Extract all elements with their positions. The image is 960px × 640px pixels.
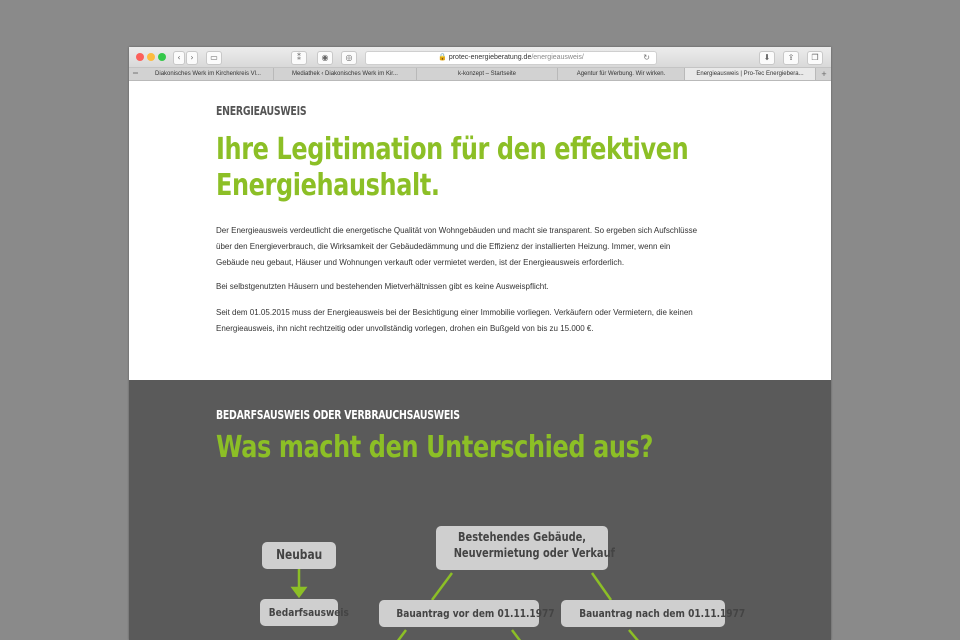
arrowhead-neubau	[293, 588, 305, 596]
tab-mediathek[interactable]: Mediathek ‹ Diakonisches Werk im Kir...	[274, 68, 417, 80]
back-icon[interactable]: ‹	[173, 51, 185, 65]
intro-section	[129, 81, 831, 380]
intro-headline-line1: Ihre Legitimation für den effektiven	[216, 132, 689, 167]
browser-window	[129, 47, 831, 640]
node-bedarfsausweis-label: Bedarfsausweis	[268, 606, 349, 619]
intro-headline-line2: Energiehaushalt.	[216, 168, 440, 203]
lock-icon: 🔒	[438, 54, 447, 61]
difference-headline: Was macht den Unterschied aus?	[216, 430, 653, 465]
share-sheet-icon[interactable]: ⇪	[783, 51, 799, 65]
forward-icon[interactable]: ›	[186, 51, 198, 65]
intro-p1-line3: Gebäude neu gebaut, Häuser und Wohnungen verkauft oder vermietet werden, ist der Energieausweis erforderlich.	[216, 258, 625, 267]
arrow-bestehend-to-vor	[432, 573, 452, 600]
intro-paragraph-3	[216, 305, 746, 337]
node-bestehend-line2: Neuvermietung oder Verkauf	[453, 546, 615, 560]
arrow-bestehend-to-nach	[592, 573, 611, 600]
page-content	[129, 81, 831, 640]
download-icon[interactable]: ⬇	[759, 51, 775, 65]
node-bauantrag-nach	[561, 600, 746, 627]
reader-icon[interactable]: ◎	[341, 51, 357, 65]
zoom-window-button[interactable]	[158, 53, 166, 61]
tab-agentur[interactable]: Agentur für Werbung. Wir wirken.	[558, 68, 685, 80]
close-window-button[interactable]	[136, 53, 144, 61]
node-bedarfsausweis	[260, 599, 349, 626]
tabs-overview-icon[interactable]: ❐	[807, 51, 823, 65]
node-nach-label: Bauantrag nach dem 01.11.1977	[579, 607, 746, 620]
extensions-icon[interactable]: ◉	[317, 51, 333, 65]
intro-p3-line1: Seit dem 01.05.2015 muss der Energieausweis bei der Besichtigung einer Immobilie vorliegen. Verkäufern oder Vermietern, die keinen	[216, 308, 693, 317]
intro-p1-line1: Der Energieausweis verdeutlicht die energetische Qualität von Wohngebäuden und macht sie transparent. So ergeben sich Aufschlüsse	[216, 226, 698, 235]
address-bar[interactable]	[365, 51, 657, 65]
title-bar	[129, 47, 831, 68]
arrow-vor-left	[397, 630, 406, 640]
intro-p3-line2: Energieausweis, ihn nicht rechtzeitig oder unvollständig vorlegen, drohen ein Bußgeld von bis zu 15.000 €.	[216, 324, 594, 333]
share-icon[interactable]: ⁑	[291, 51, 307, 65]
node-neubau	[262, 542, 336, 569]
node-bestehendes-gebaeude	[436, 526, 615, 570]
difference-eyebrow: BEDARFSAUSWEIS ODER VERBRAUCHSAUSWEIS	[216, 408, 460, 422]
sidebar-icon[interactable]: ▭	[206, 51, 222, 65]
difference-section	[129, 380, 831, 640]
url-domain: protec-energieberatung.de	[448, 54, 532, 61]
url-path: /energieausweis/	[531, 54, 584, 61]
tab-bar	[129, 68, 831, 81]
intro-paragraph-1	[216, 223, 746, 271]
tab-grip-icon: ═	[133, 70, 138, 77]
minimize-window-button[interactable]	[147, 53, 155, 61]
arrow-vor-right	[512, 630, 521, 640]
intro-paragraph-2: Bei selbstgenutzten Häusern und bestehenden Mietverhältnissen gibt es keine Ausweispflicht.	[216, 282, 549, 291]
reload-icon[interactable]: ↻	[643, 53, 650, 62]
tab-energieausweis[interactable]: Energieausweis | Pro-Tec Energiebera...	[685, 68, 816, 80]
node-bestehend-line1: Bestehendes Gebäude,	[458, 530, 586, 544]
tab-k-konzept[interactable]: k-konzept – Startseite	[417, 68, 558, 80]
node-neubau-label: Neubau	[275, 548, 323, 563]
arrow-nach-down	[629, 630, 639, 640]
intro-eyebrow: ENERGIEAUSWEIS	[216, 104, 307, 118]
tab-diakonisches-werk[interactable]: Diakonisches Werk im Kirchenkreis Vl...	[143, 68, 274, 80]
new-tab-icon[interactable]: +	[821, 69, 827, 79]
node-vor-label: Bauantrag vor dem 01.11.1977	[396, 607, 555, 620]
intro-p1-line2: über den Energieverbrauch, die Wirksamkeit der Gebäudedämmung und die Effizienz der installierten Heizung. Immer, wenn ein	[216, 242, 671, 251]
node-bauantrag-vor	[379, 600, 555, 627]
